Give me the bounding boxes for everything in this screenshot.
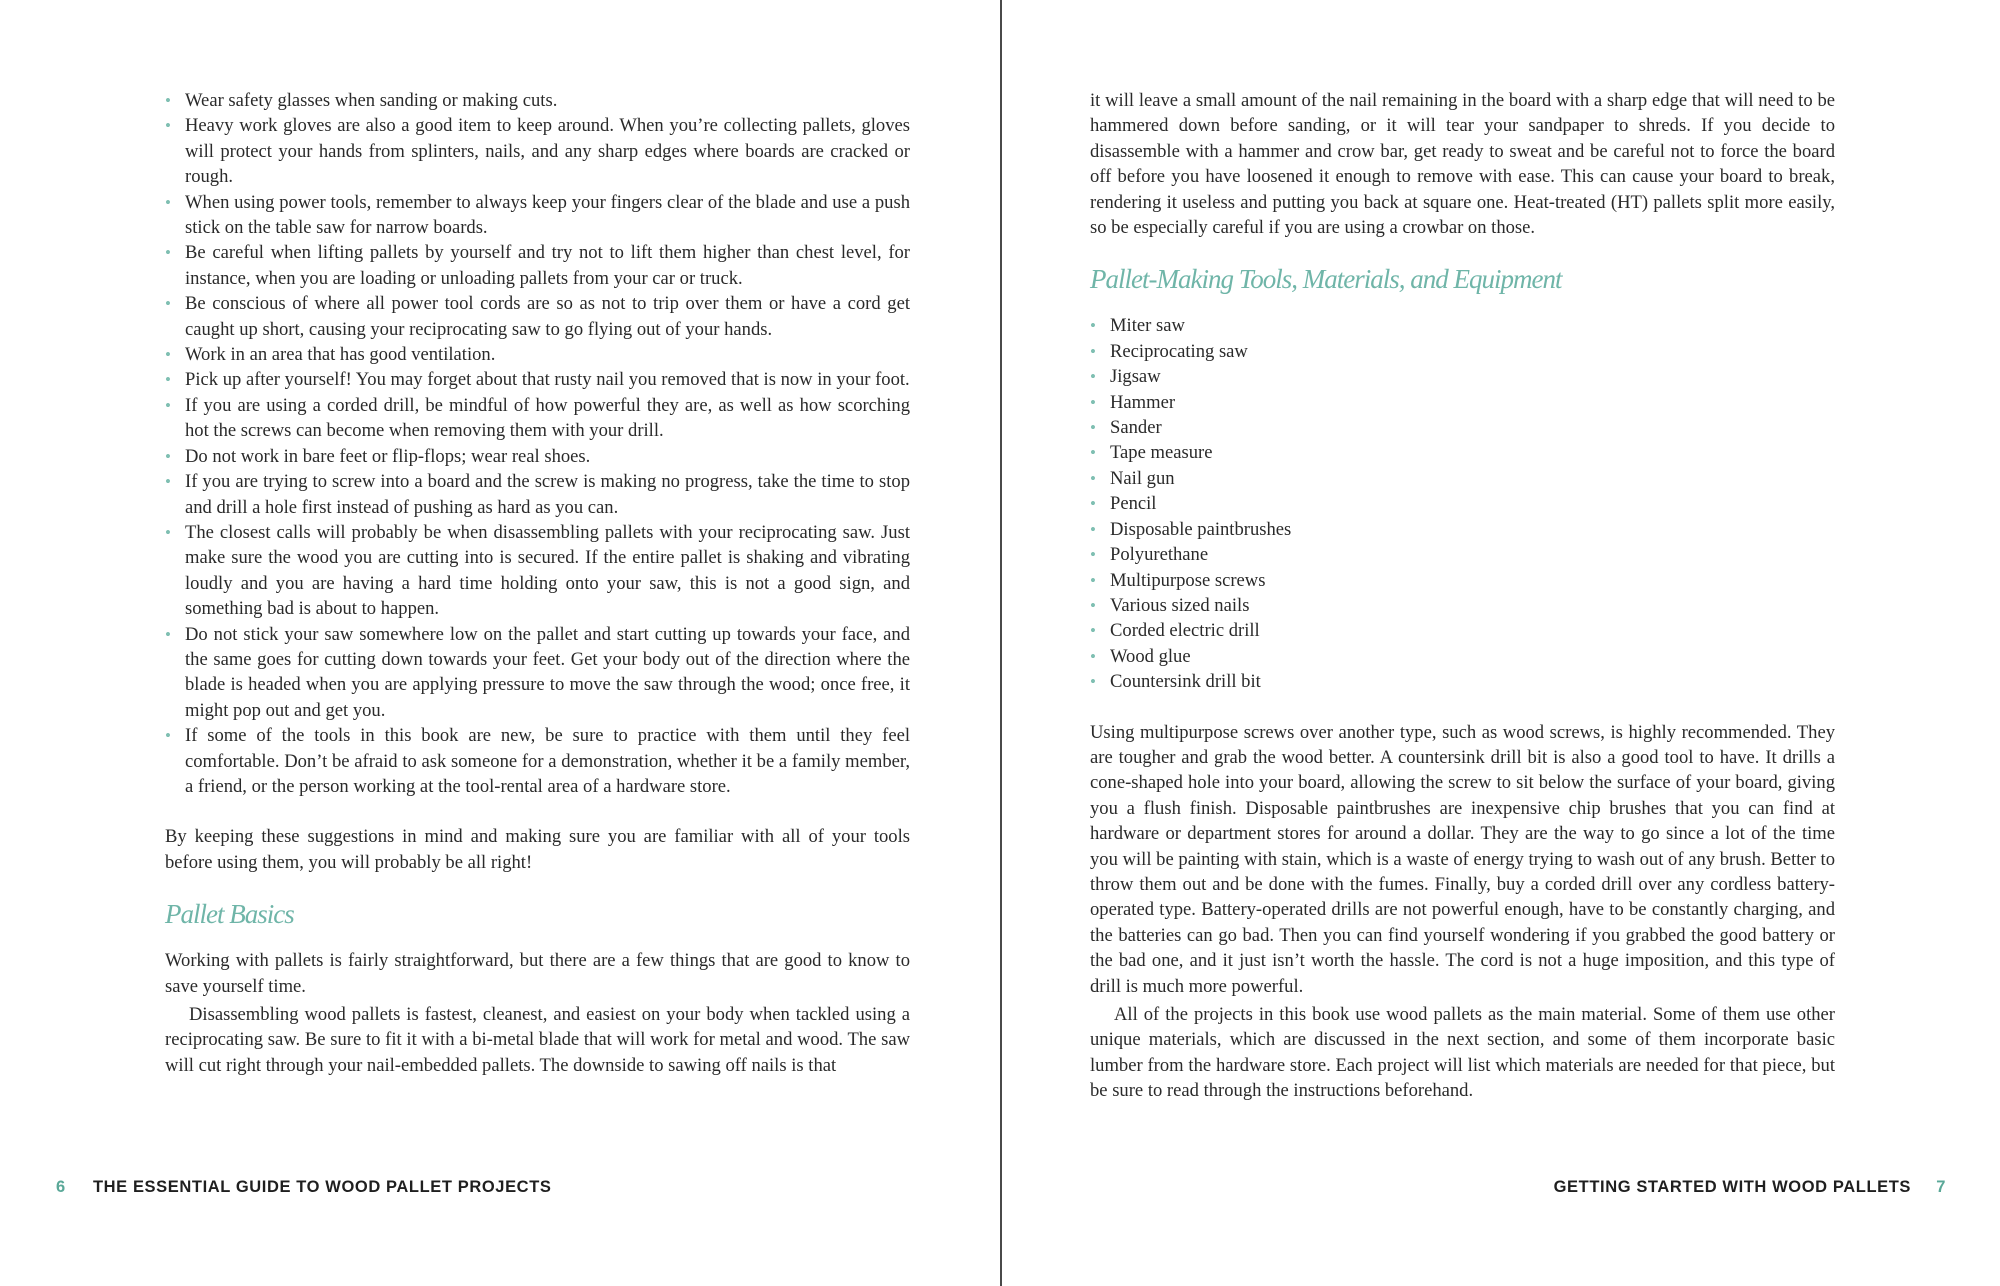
list-item: • Sander <box>1090 415 1835 440</box>
body-paragraph: it will leave a small amount of the nail remaining in the board with a sharp edge that will need to be hammered down before sanding, or it will tear your sandpaper to shreds. If you decide to disassemble with a hammer and crow bar, get ready to sweat and be careful not to force the board off before you have loosened it enough to remove with ease. This can cause your board to break, rendering it useless and putting you back at square one. Heat-treated (HT) pallets split more easily, so be especially careful if you are using a crowbar on those. <box>1090 90 1835 239</box>
list-item: • Nail gun <box>1090 466 1835 491</box>
list-item: • Reciprocating saw <box>1090 339 1835 364</box>
running-title: GETTING STARTED WITH WOOD PALLETS <box>1553 1178 1912 1196</box>
list-item: • Various sized nails <box>1090 593 1835 618</box>
list-item: • Pick up after yourself! You may forget about that rusty nail you removed that is now in your foot. <box>165 367 910 392</box>
left-page-text-column <box>165 88 910 1078</box>
right-page-footer <box>1554 1178 1946 1197</box>
list-item: • Wear safety glasses when sanding or making cuts. <box>165 88 910 113</box>
body-paragraph: Using multipurpose screws over another type, such as wood screws, is highly recommended. They are tougher and grab the wood better. A countersink drill bit is also a good tool to have. It drills a cone-shaped hole into your board, allowing the screw to sit below the surface of your board, giving you a flush finish. Disposable paintbrushes are inexpensive chip brushes that you can find at hardware or department stores for around a dollar. They are the way to go since a lot of the time you will be painting with stain, which is a waste of energy trying to wash out of any brush. Better to throw them out and be done with the fumes. Finally, buy a corded drill over any cordless battery-operated type. Battery-operated drills are not powerful enough, have to be constantly charging, and the batteries can go bad. Then you can find yourself wondering if you grabbed the good battery or the bad one, and it just isn’t worth the hassle. The cord is not a huge imposition, and this type of drill is much more powerful. <box>1090 721 1835 997</box>
list-item: • If you are trying to screw into a board and the screw is making no progress, take the time to stop and drill a hole first instead of pushing as hard as you can. <box>165 469 910 520</box>
tools-list <box>1090 313 1835 694</box>
list-item: • Countersink drill bit <box>1090 669 1835 694</box>
list-item: • Be careful when lifting pallets by yourself and try not to lift them higher than chest level, for instance, when you are loading or unloading pallets from your car or truck. <box>165 240 910 291</box>
left-page-footer <box>56 1178 551 1197</box>
section-heading-pallet-basics: Pallet Basics <box>165 899 294 930</box>
section-heading-tools: Pallet-Making Tools, Materials, and Equipment <box>1090 264 1562 295</box>
list-item: • The closest calls will probably be when disassembling pallets with your reciprocating saw. Just make sure the wood you are cutting into is secured. If the entire pallet is shaking and vibrating loudly and you are having a hard time holding onto your saw, this is not a good sign, and something bad is about to happen. <box>165 520 910 622</box>
right-page <box>1002 0 2000 1286</box>
list-item: • If some of the tools in this book are new, be sure to practice with them until they feel comfortable. Don’t be afraid to ask someone for a demonstration, whether it be a family member, a friend, or the person working at the tool-rental area of a hardware store. <box>165 723 910 799</box>
list-item: • Corded electric drill <box>1090 618 1835 643</box>
page-number: 6 <box>56 1178 66 1196</box>
list-item: • Hammer <box>1090 390 1835 415</box>
list-item: • Pencil <box>1090 491 1835 516</box>
closing-paragraph: By keeping these suggestions in mind and making sure you are familiar with all of your tools before using them, you will probably be all right! <box>165 826 910 873</box>
list-item: • Do not stick your saw somewhere low on the pallet and start cutting up towards your face, and the same goes for cutting down towards your feet. Get your body out of the direction where the blade is headed when you are applying pressure to move the saw through the wood; once free, it might pop out and get you. <box>165 622 910 724</box>
running-title: THE ESSENTIAL GUIDE TO WOOD PALLET PROJECTS <box>92 1178 552 1196</box>
body-paragraph: All of the projects in this book use wood pallets as the main material. Some of them use other unique materials, which are discussed in the next section, and some of them incorporate basic lumber from the hardware store. Each project will list which materials are needed for that piece, but be sure to read through the instructions beforehand. <box>1090 1004 1835 1102</box>
list-item: • Polyurethane <box>1090 542 1835 567</box>
list-item: • Jigsaw <box>1090 364 1835 389</box>
list-item: • Work in an area that has good ventilation. <box>165 342 910 367</box>
list-item: • When using power tools, remember to always keep your fingers clear of the blade and use a push stick on the table saw for narrow boards. <box>165 190 910 241</box>
right-page-text-column <box>1090 88 1835 1104</box>
list-item: • Tape measure <box>1090 440 1835 465</box>
body-paragraph: Working with pallets is fairly straightforward, but there are a few things that are good to know to save yourself time. <box>165 950 910 997</box>
list-item: • Be conscious of where all power tool cords are so as not to trip over them or have a cord get caught up short, causing your reciprocating saw to go flying out of your hands. <box>165 291 910 342</box>
list-item: • Do not work in bare feet or flip-flops; wear real shoes. <box>165 444 910 469</box>
body-paragraph: Disassembling wood pallets is fastest, cleanest, and easiest on your body when tackled using a reciprocating saw. Be sure to fit it with a bi-metal blade that will work for metal and wood. The saw will cut right through your nail-embedded pallets. The downside to sawing off nails is that <box>165 1004 910 1076</box>
list-item: • Heavy work gloves are also a good item to keep around. When you’re collecting pallets, gloves will protect your hands from splinters, nails, and any sharp edges where boards are cracked or rough. <box>165 113 910 189</box>
safety-tips-list <box>165 88 910 799</box>
list-item: • Miter saw <box>1090 313 1835 338</box>
list-item: • Wood glue <box>1090 644 1835 669</box>
page-number: 7 <box>1936 1178 1946 1196</box>
list-item: • Multipurpose screws <box>1090 568 1835 593</box>
list-item: • Disposable paintbrushes <box>1090 517 1835 542</box>
list-item: • If you are using a corded drill, be mindful of how powerful they are, as well as how scorching hot the screws can become when removing them with your drill. <box>165 393 910 444</box>
